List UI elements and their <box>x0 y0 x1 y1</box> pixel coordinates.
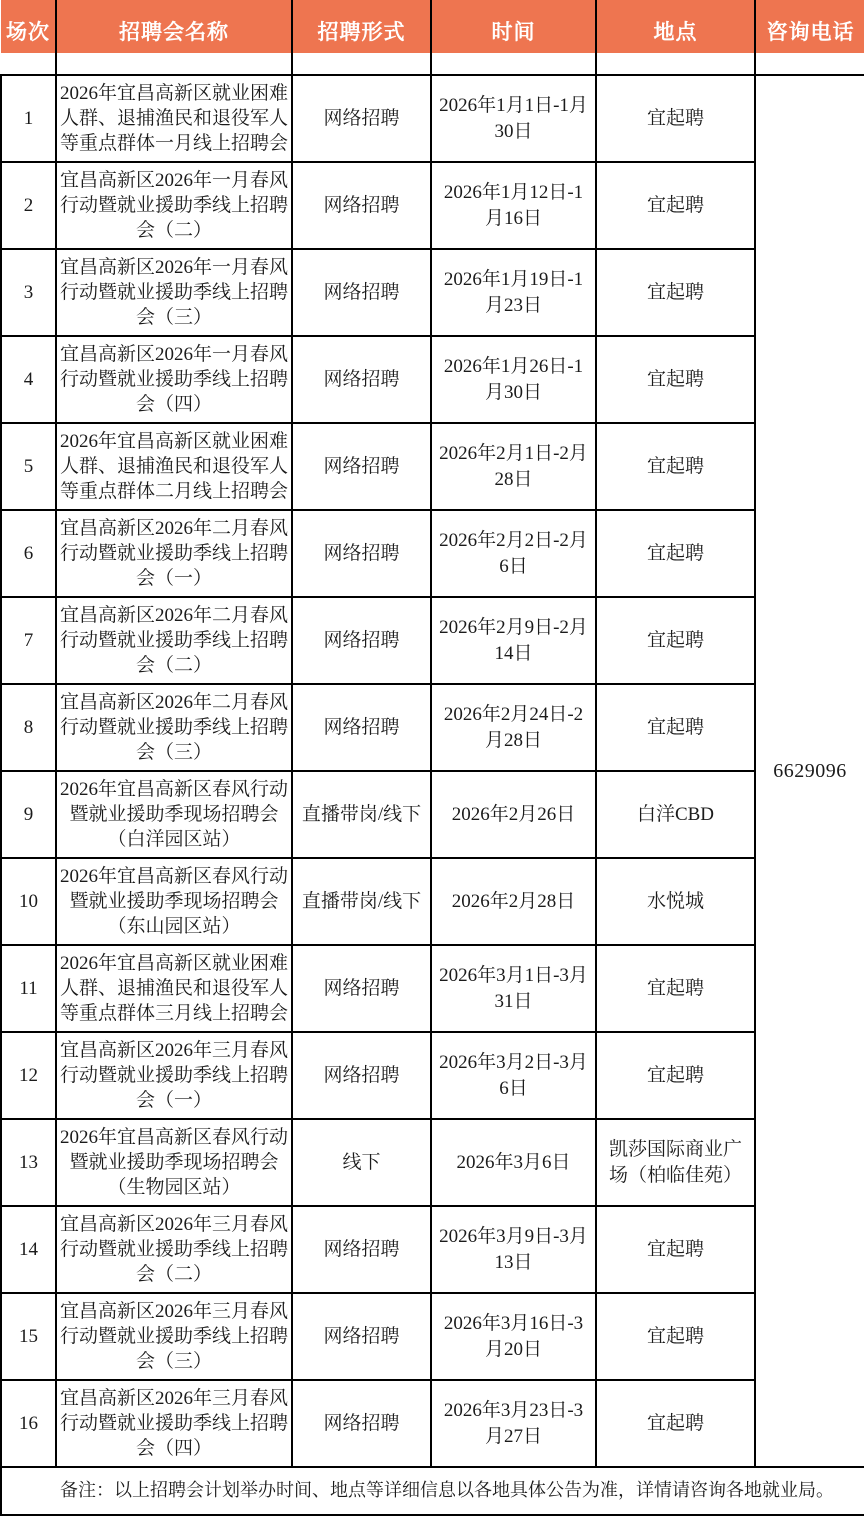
session-number-cell: 4 <box>1 336 56 423</box>
table-row <box>1 1119 864 1206</box>
location-cell: 宜起聘 <box>596 162 755 249</box>
location-cell: 宜起聘 <box>596 1293 755 1380</box>
table-header <box>1 0 864 75</box>
time-cell: 2026年2月9日-2月14日 <box>431 597 596 684</box>
fair-name-cell: 宜昌高新区2026年一月春风行动暨就业援助季线上招聘会（三） <box>56 249 292 336</box>
phone-cell: 6629096 <box>755 75 864 1467</box>
location-cell: 白洋CBD <box>596 771 755 858</box>
location-cell: 宜起聘 <box>596 1380 755 1467</box>
table-row <box>1 771 864 858</box>
time-cell: 2026年3月2日-3月6日 <box>431 1032 596 1119</box>
session-number-cell: 10 <box>1 858 56 945</box>
location-cell: 宜起聘 <box>596 336 755 423</box>
session-number-cell: 1 <box>1 75 56 162</box>
fair-name-cell: 宜昌高新区2026年三月春风行动暨就业援助季线上招聘会（三） <box>56 1293 292 1380</box>
fair-name-cell: 宜昌高新区2026年二月春风行动暨就业援助季线上招聘会（二） <box>56 597 292 684</box>
session-number-cell: 2 <box>1 162 56 249</box>
table-row <box>1 249 864 336</box>
format-cell: 网络招聘 <box>292 249 431 336</box>
fair-name-cell: 2026年宜昌高新区就业困难人群、退捕渔民和退役军人等重点群体二月线上招聘会 <box>56 423 292 510</box>
table-row <box>1 510 864 597</box>
fair-name-cell: 2026年宜昌高新区春风行动暨就业援助季现场招聘会（白洋园区站） <box>56 771 292 858</box>
fair-name-cell: 2026年宜昌高新区就业困难人群、退捕渔民和退役军人等重点群体三月线上招聘会 <box>56 945 292 1032</box>
time-cell: 2026年3月23日-3月27日 <box>431 1380 596 1467</box>
fair-name-cell: 宜昌高新区2026年三月春风行动暨就业援助季线上招聘会（二） <box>56 1206 292 1293</box>
session-number-cell: 11 <box>1 945 56 1032</box>
location-cell: 宜起聘 <box>596 597 755 684</box>
session-number-cell: 9 <box>1 771 56 858</box>
session-number-cell: 14 <box>1 1206 56 1293</box>
fair-name-cell: 宜昌高新区2026年三月春风行动暨就业援助季线上招聘会（四） <box>56 1380 292 1467</box>
fair-name-cell: 2026年宜昌高新区春风行动暨就业援助季现场招聘会（生物园区站） <box>56 1119 292 1206</box>
format-cell: 直播带岗/线下 <box>292 858 431 945</box>
format-cell: 线下 <box>292 1119 431 1206</box>
format-cell: 网络招聘 <box>292 945 431 1032</box>
table-row <box>1 858 864 945</box>
time-cell: 2026年1月12日-1月16日 <box>431 162 596 249</box>
fair-name-cell: 宜昌高新区2026年三月春风行动暨就业援助季线上招聘会（一） <box>56 1032 292 1119</box>
time-cell: 2026年1月1日-1月30日 <box>431 75 596 162</box>
time-cell: 2026年1月26日-1月30日 <box>431 336 596 423</box>
format-cell: 直播带岗/线下 <box>292 771 431 858</box>
location-cell: 宜起聘 <box>596 75 755 162</box>
time-cell: 2026年2月1日-2月28日 <box>431 423 596 510</box>
time-cell: 2026年3月9日-3月13日 <box>431 1206 596 1293</box>
location-cell: 宜起聘 <box>596 510 755 597</box>
location-cell: 宜起聘 <box>596 1032 755 1119</box>
col-header-phone: 咨询电话 <box>755 0 864 75</box>
format-cell: 网络招聘 <box>292 1380 431 1467</box>
location-cell: 凯莎国际商业广场（柏临佳苑） <box>596 1119 755 1206</box>
session-number-cell: 7 <box>1 597 56 684</box>
table-row <box>1 1032 864 1119</box>
format-cell: 网络招聘 <box>292 1206 431 1293</box>
time-cell: 2026年1月19日-1月23日 <box>431 249 596 336</box>
col-header-time: 时间 <box>431 0 596 75</box>
col-header-session: 场次 <box>1 0 56 75</box>
time-cell: 2026年2月24日-2月28日 <box>431 684 596 771</box>
time-cell: 2026年3月16日-3月20日 <box>431 1293 596 1380</box>
table-row <box>1 684 864 771</box>
format-cell: 网络招聘 <box>292 684 431 771</box>
fair-name-cell: 宜昌高新区2026年二月春风行动暨就业援助季线上招聘会（一） <box>56 510 292 597</box>
session-number-cell: 16 <box>1 1380 56 1467</box>
time-cell: 2026年3月1日-3月31日 <box>431 945 596 1032</box>
format-cell: 网络招聘 <box>292 510 431 597</box>
fair-name-cell: 2026年宜昌高新区春风行动暨就业援助季现场招聘会（东山园区站） <box>56 858 292 945</box>
location-cell: 宜起聘 <box>596 945 755 1032</box>
format-cell: 网络招聘 <box>292 597 431 684</box>
location-cell: 宜起聘 <box>596 684 755 771</box>
session-number-cell: 6 <box>1 510 56 597</box>
note-cell: 备注：以上招聘会计划举办时间、地点等详细信息以各地具体公告为准，详情请咨询各地就业局。 <box>1 1467 864 1515</box>
table-row <box>1 1293 864 1380</box>
col-header-location: 地点 <box>596 0 755 75</box>
location-cell: 宜起聘 <box>596 1206 755 1293</box>
table-row <box>1 162 864 249</box>
format-cell: 网络招聘 <box>292 336 431 423</box>
format-cell: 网络招聘 <box>292 423 431 510</box>
table-row <box>1 336 864 423</box>
format-cell: 网络招聘 <box>292 75 431 162</box>
col-header-name: 招聘会名称 <box>56 0 292 75</box>
fair-name-cell: 宜昌高新区2026年一月春风行动暨就业援助季线上招聘会（二） <box>56 162 292 249</box>
session-number-cell: 5 <box>1 423 56 510</box>
table-row <box>1 75 864 162</box>
fair-name-cell: 2026年宜昌高新区就业困难人群、退捕渔民和退役军人等重点群体一月线上招聘会 <box>56 75 292 162</box>
fair-name-cell: 宜昌高新区2026年二月春风行动暨就业援助季线上招聘会（三） <box>56 684 292 771</box>
table-row <box>1 1380 864 1467</box>
table-row <box>1 1206 864 1293</box>
session-number-cell: 8 <box>1 684 56 771</box>
time-cell: 2026年2月26日 <box>431 771 596 858</box>
table-row <box>1 945 864 1032</box>
time-cell: 2026年2月28日 <box>431 858 596 945</box>
session-number-cell: 15 <box>1 1293 56 1380</box>
fair-name-cell: 宜昌高新区2026年一月春风行动暨就业援助季线上招聘会（四） <box>56 336 292 423</box>
time-cell: 2026年2月2日-2月6日 <box>431 510 596 597</box>
format-cell: 网络招聘 <box>292 1293 431 1380</box>
session-number-cell: 3 <box>1 249 56 336</box>
table-footer <box>1 1467 864 1515</box>
location-cell: 水悦城 <box>596 858 755 945</box>
format-cell: 网络招聘 <box>292 162 431 249</box>
location-cell: 宜起聘 <box>596 249 755 336</box>
session-number-cell: 13 <box>1 1119 56 1206</box>
format-cell: 网络招聘 <box>292 1032 431 1119</box>
table-row <box>1 423 864 510</box>
location-cell: 宜起聘 <box>596 423 755 510</box>
session-number-cell: 12 <box>1 1032 56 1119</box>
table-body <box>1 75 864 1467</box>
col-header-format: 招聘形式 <box>292 0 431 75</box>
time-cell: 2026年3月6日 <box>431 1119 596 1206</box>
table-row <box>1 597 864 684</box>
